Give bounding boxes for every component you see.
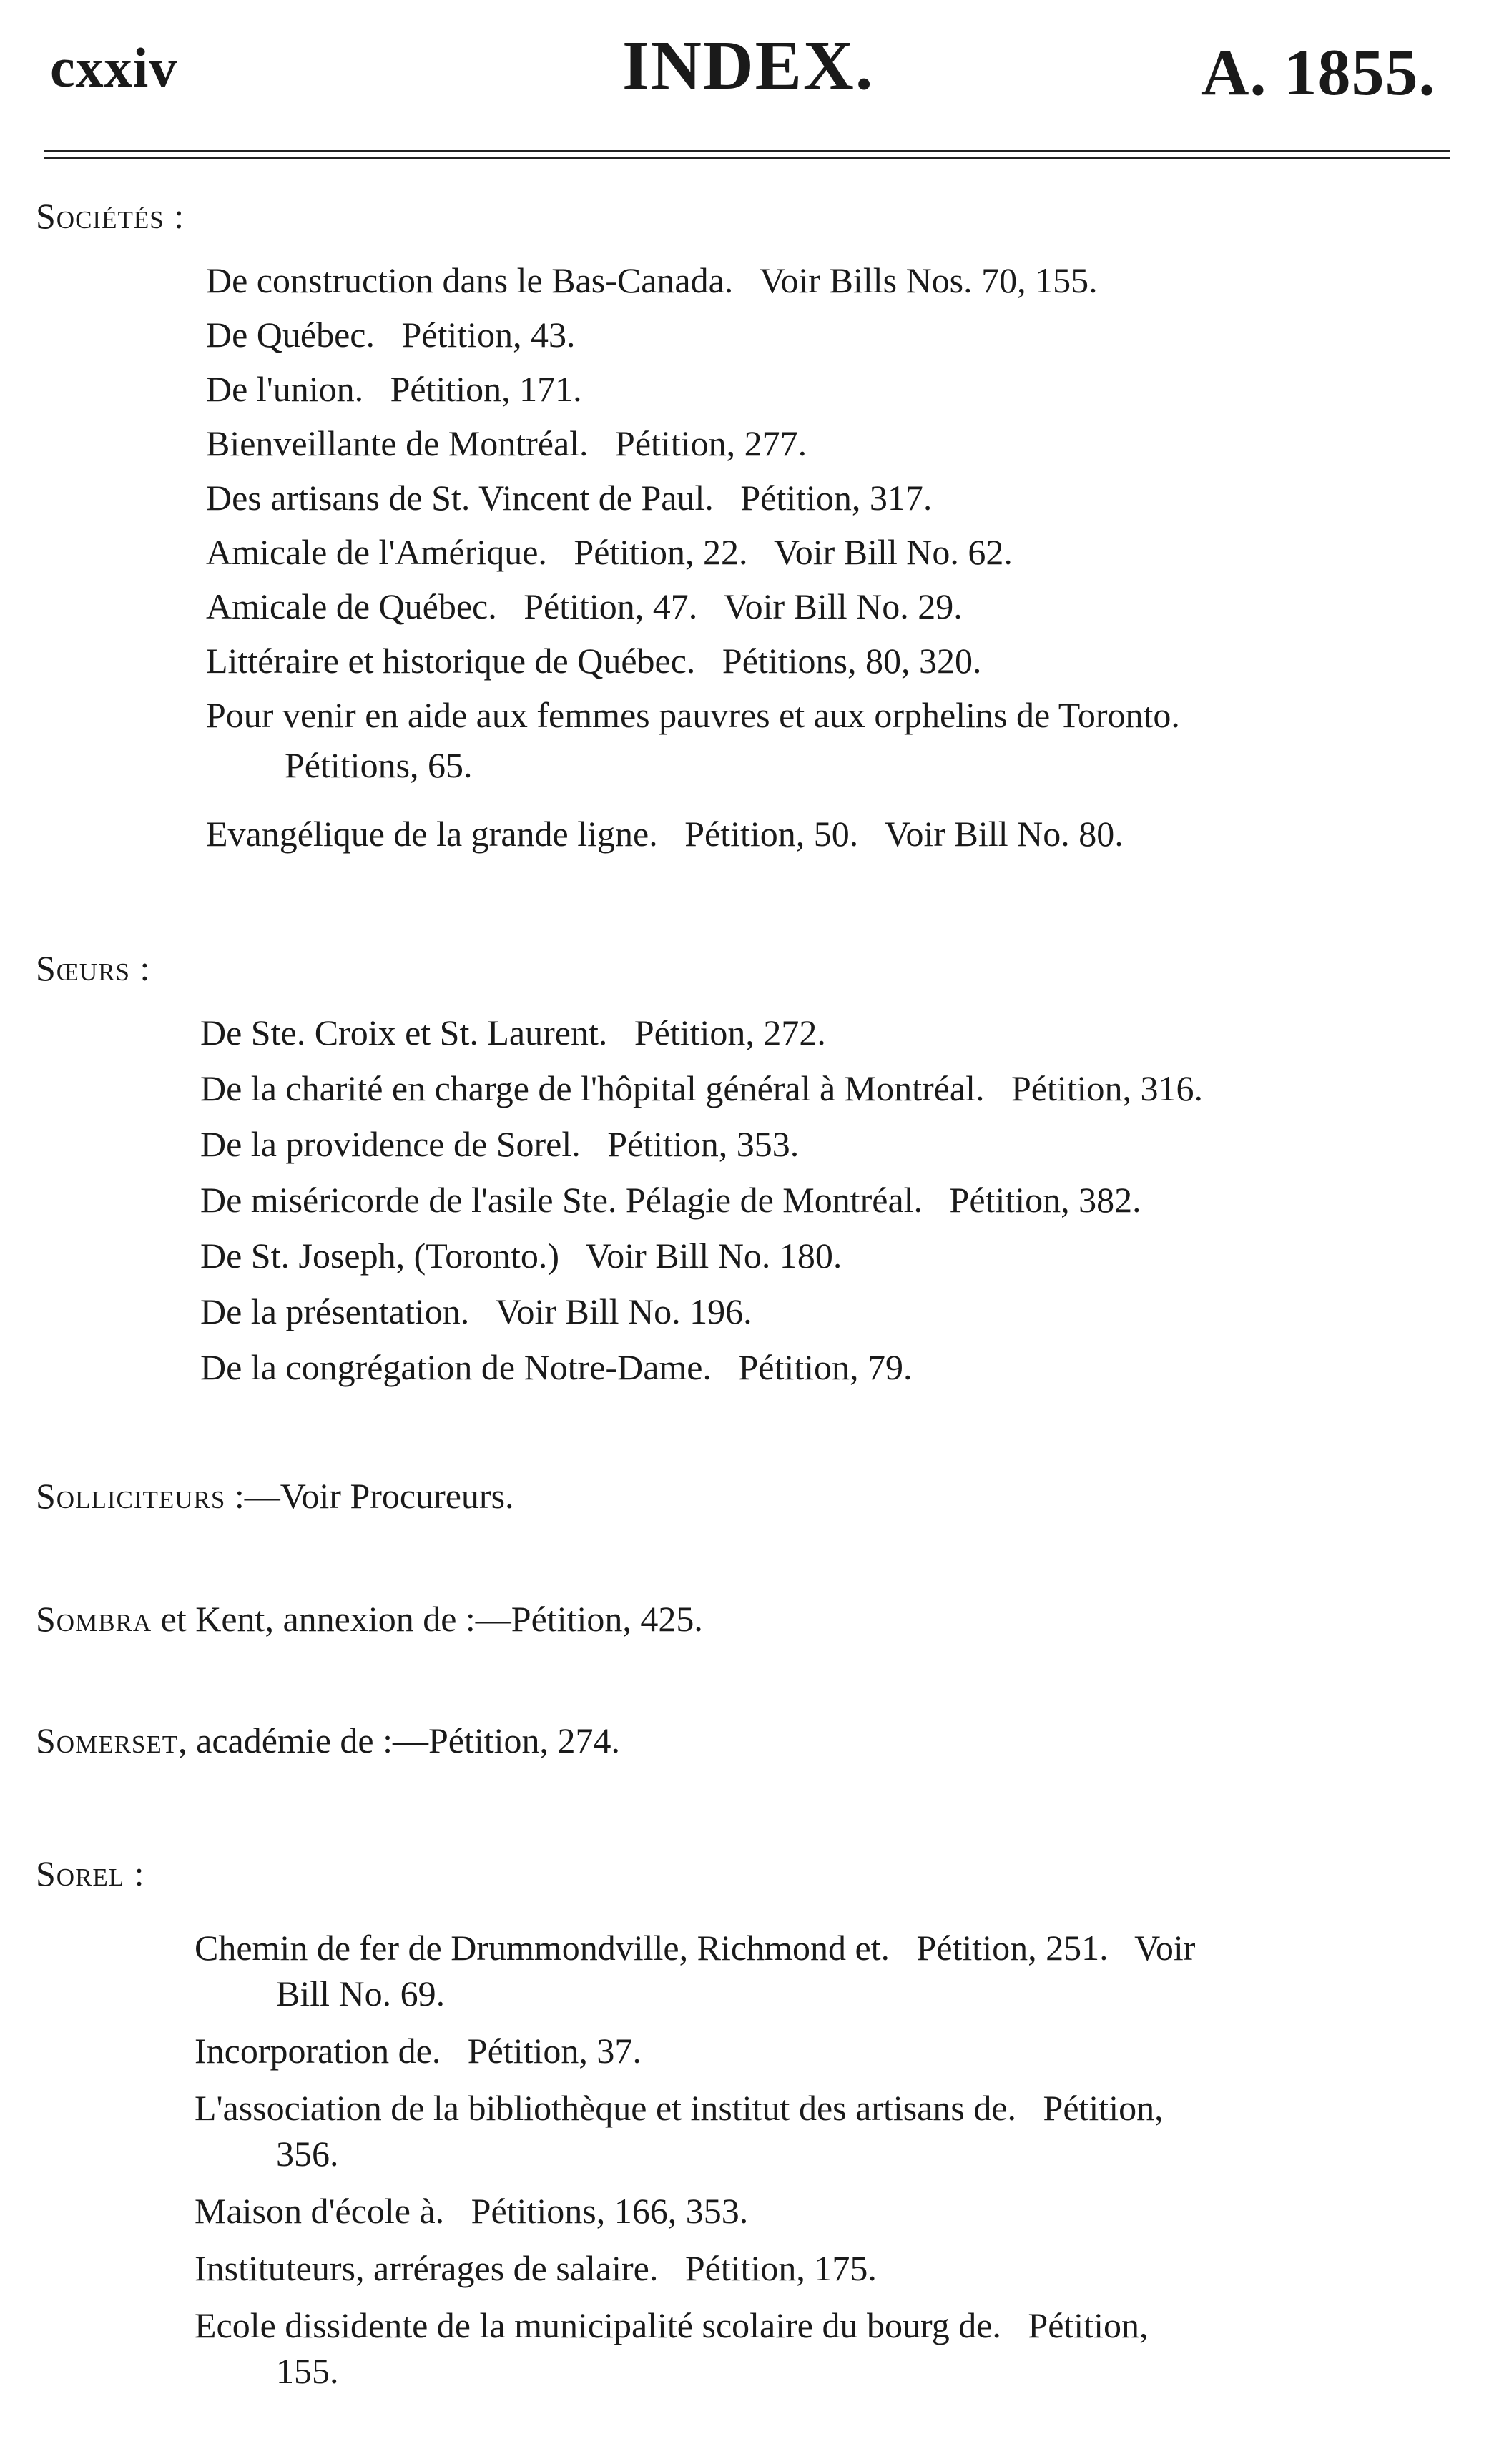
index-entry: De la congrégation de Notre-Dame. Pétition, 79. — [200, 1347, 913, 1387]
index-entry: Incorporation de. Pétition, 37. — [195, 2031, 642, 2071]
section-heading-soeurs: Sœurs : — [36, 948, 151, 988]
section-heading-solliciteurs: Solliciteurs — [36, 1476, 226, 1516]
index-entry: Ecole dissidente de la municipalité scolaire du bourg de. Pétition, — [195, 2305, 1149, 2345]
index-entry: Amicale de l'Amérique. Pétition, 22. Voir Bill No. 62. — [206, 532, 1013, 572]
index-entry-continuation: 155. — [276, 2351, 339, 2391]
section-text: :—Voir Procureurs. — [225, 1476, 514, 1516]
index-entry: Evangélique de la grande ligne. Pétition, 50. Voir Bill No. 80. — [206, 814, 1124, 854]
index-entry: De la charité en charge de l'hôpital général à Montréal. Pétition, 316. — [200, 1068, 1204, 1108]
index-entry-continuation: 356. — [276, 2134, 339, 2174]
index-entry: Maison d'école à. Pétitions, 166, 353. — [195, 2191, 749, 2231]
index-entry: Des artisans de St. Vincent de Paul. Pétition, 317. — [206, 478, 933, 518]
index-line-solliciteurs — [36, 1473, 514, 1519]
index-entry: De St. Joseph, (Toronto.) Voir Bill No. 180. — [200, 1236, 842, 1276]
index-entry: L'association de la bibliothèque et institut des artisans de. Pétition, — [195, 2088, 1164, 2128]
index-entry-continuation: Bill No. 69. — [276, 1973, 446, 2014]
section-heading-somerset: Somerset — [36, 1720, 179, 1760]
index-entry: Pour venir en aide aux femmes pauvres et aux orphelins de Toronto. — [206, 695, 1180, 735]
index-entry: De la présentation. Voir Bill No. 196. — [200, 1291, 752, 1331]
index-entry: De la providence de Sorel. Pétition, 353. — [200, 1124, 800, 1164]
page-year: A. 1855. — [1201, 36, 1436, 109]
header-rule-thin — [44, 157, 1450, 159]
index-line-somerset — [36, 1718, 620, 1763]
page-title: INDEX. — [622, 27, 875, 104]
section-heading-societes: Sociétés : — [36, 196, 185, 236]
section-heading-sorel: Sorel : — [36, 1853, 145, 1893]
page-number: cxxiv — [50, 36, 178, 99]
section-heading-sombra: Sombra — [36, 1599, 152, 1639]
index-entry: De Ste. Croix et St. Laurent. Pétition, 272. — [200, 1012, 826, 1053]
index-entry: Instituteurs, arrérages de salaire. Pétition, 175. — [195, 2248, 877, 2288]
index-line-sombra — [36, 1596, 703, 1642]
index-entry: De l'union. Pétition, 171. — [206, 369, 582, 409]
index-entry: Chemin de fer de Drummondville, Richmond et. Pétition, 251. Voir — [195, 1928, 1196, 1968]
header-rule-thick — [44, 150, 1450, 152]
section-text: , académie de :—Pétition, 274. — [178, 1720, 621, 1760]
index-entry-continuation: Pétitions, 65. — [285, 745, 473, 785]
index-entry: De miséricorde de l'asile Ste. Pélagie de Montréal. Pétition, 382. — [200, 1180, 1141, 1220]
index-entry: De Québec. Pétition, 43. — [206, 315, 576, 355]
index-entry: Bienveillante de Montréal. Pétition, 277. — [206, 423, 807, 463]
index-entry: Amicale de Québec. Pétition, 47. Voir Bill No. 29. — [206, 586, 963, 626]
index-entry: Littéraire et historique de Québec. Pétitions, 80, 320. — [206, 641, 982, 681]
section-text: et Kent, annexion de :—Pétition, 425. — [152, 1599, 703, 1639]
index-entry: De construction dans le Bas-Canada. Voir Bills Nos. 70, 155. — [206, 260, 1098, 300]
